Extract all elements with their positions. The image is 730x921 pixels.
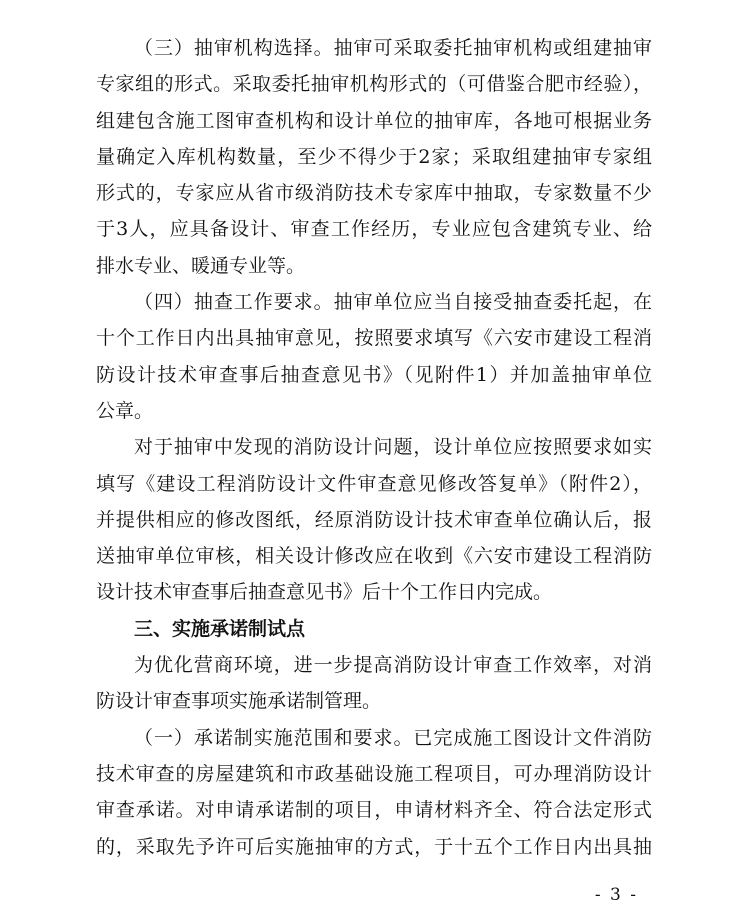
paragraph-line: 对于抽审中发现的消防设计问题，设计单位应按照要求如实	[134, 436, 652, 459]
paragraph-line: 防设计审查事项实施承诺制管理。	[96, 690, 382, 713]
paragraph-line: 审查承诺。对申请承诺制的项目，申请材料齐全、符合法定形式	[96, 799, 652, 822]
paragraph-line: 于3人，应具备设计、审查工作经历，专业应包含建筑专业、给	[96, 218, 652, 241]
paragraph-line: 组建包含施工图审查机构和设计单位的抽审库，各地可根据业务	[96, 109, 652, 132]
paragraph-line: 排水专业、暖通专业等。	[96, 254, 306, 277]
paragraph-line: 技术审查的房屋建筑和市政基础设施工程项目，可办理消防设计	[96, 762, 652, 785]
document-body	[96, 30, 652, 865]
paragraph-line: 送抽审单位审核，相关设计修改应在收到《六安市建设工程消防	[96, 545, 652, 568]
section-heading: 三、实施承诺制试点	[134, 617, 306, 640]
paragraph-line: （一）承诺制实施范围和要求。已完成施工图设计文件消防	[134, 726, 652, 749]
paragraph-line: 公章。	[96, 399, 154, 422]
paragraph-line: 填写《建设工程消防设计文件审查意见修改答复单》（附件2），	[96, 472, 652, 495]
paragraph-line: 设计技术审查事后抽查意见书》后十个工作日内完成。	[96, 581, 553, 604]
paragraph-line: 量确定入库机构数量，至少不得少于2家；采取组建抽审专家组	[96, 145, 652, 168]
paragraph-line: （三）抽审机构选择。抽审可采取委托抽审机构或组建抽审	[134, 37, 652, 59]
paragraph-line: 防设计技术审查事后抽查意见书》（见附件1）并加盖抽审单位	[96, 363, 652, 386]
paragraph-line: （四）抽查工作要求。抽审单位应当自接受抽查委托起，在	[134, 291, 652, 314]
paragraph-line: 为优化营商环境，进一步提高消防设计审查工作效率，对消	[134, 654, 652, 677]
paragraph-line: 并提供相应的修改图纸，经原消防设计技术审查单位确认后，报	[96, 508, 652, 531]
page-number: - 3 -	[594, 885, 638, 905]
paragraph-line: 专家组的形式。采取委托抽审机构形式的（可借鉴合肥市经验），	[96, 73, 652, 96]
paragraph-line: 形式的，专家应从省市级消防技术专家库中抽取，专家数量不少	[96, 182, 652, 205]
paragraph-line: 的，采取先予许可后实施抽审的方式，于十五个工作日内出具抽	[96, 835, 652, 858]
paragraph-line: 十个工作日内出具抽审意见，按照要求填写《六安市建设工程消	[96, 327, 652, 350]
